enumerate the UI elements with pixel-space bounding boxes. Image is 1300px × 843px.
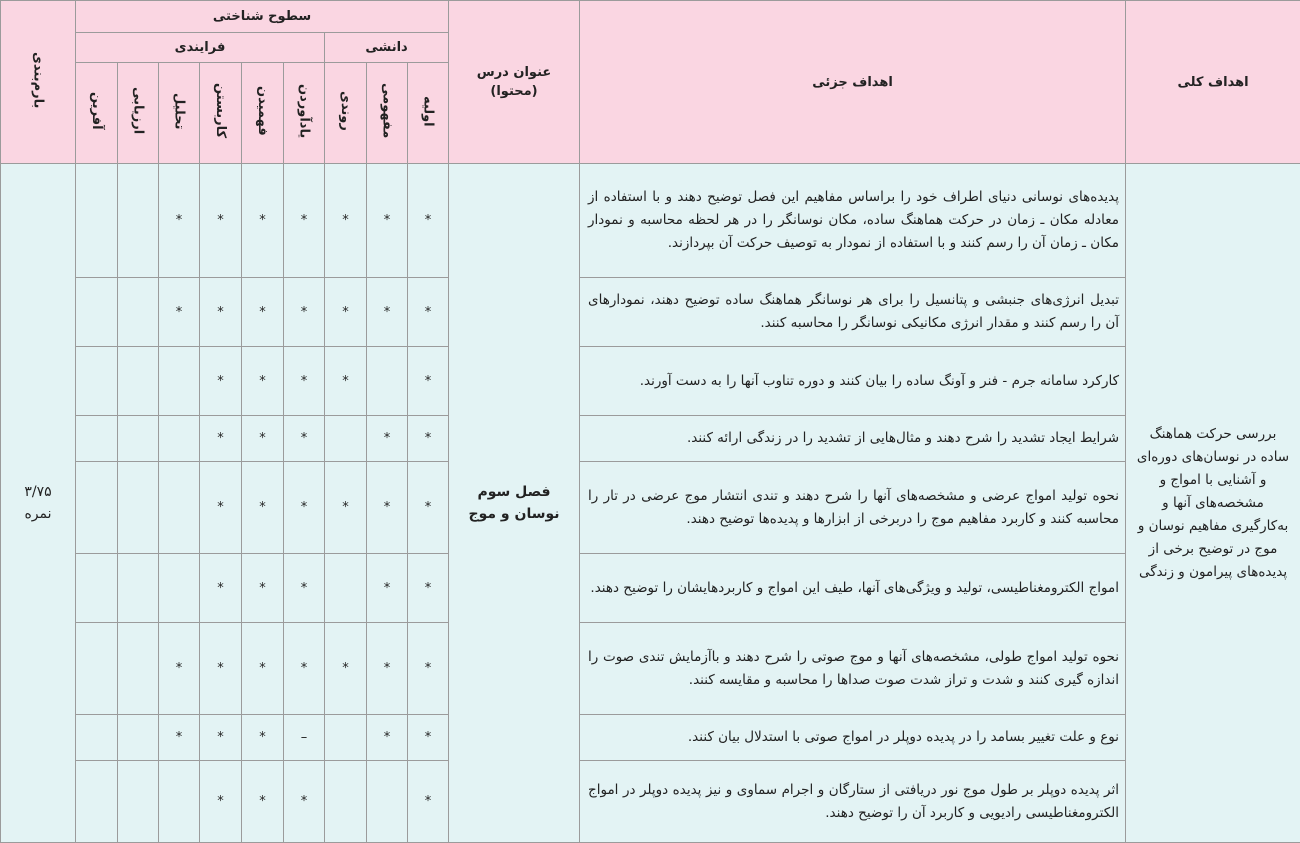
process-header: فرایندی [76,33,325,63]
score-value: ۳/۷۵ [1,481,75,503]
level-mafhoomi-mark [367,761,408,843]
table-row [1,554,1300,623]
level-afarin-mark [76,347,118,416]
score-cell [1,164,76,843]
partial-goal-cell: امواج الکترومغناطیسی، تولید و ویژگی‌های آنها، طیف این امواج و کاربردهایشان را توضیح دهند. [580,554,1126,623]
level-awalie-mark: * [408,623,449,715]
level-tahlil-mark [159,554,200,623]
level-afarin-mark [76,462,118,554]
level-karbastan-mark: * [200,347,242,416]
table-row [1,278,1300,347]
level-afarin-mark [76,278,118,347]
level-mafhoomi-mark: * [367,715,408,761]
level-fahmidan-mark: * [242,164,284,278]
level-tahlil-mark [159,761,200,843]
level-ravandi-mark: * [325,623,367,715]
level-tahlil-mark [159,416,200,462]
level-tahlil-mark: * [159,715,200,761]
lesson-title-header [449,1,580,164]
level-mafhoomi-mark: * [367,462,408,554]
level-tahlil-mark: * [159,164,200,278]
lesson-title-line2: نوسان و موج [449,503,579,525]
level-yadavardan-mark: * [284,554,325,623]
level-karbastan-header: کاربستن [200,63,242,164]
level-arzyabi-mark [118,416,159,462]
level-karbastan-mark: * [200,416,242,462]
level-awalie-mark: * [408,164,449,278]
lesson-title-header-line1: عنوان درس [449,65,579,80]
level-arzyabi-mark [118,554,159,623]
level-awalie-mark: * [408,462,449,554]
level-karbastan-mark: * [200,462,242,554]
cognitive-levels-header: سطوح شناختی [76,1,449,33]
level-awalie-mark: * [408,347,449,416]
level-arzyabi-mark [118,164,159,278]
score-unit: نمره [1,503,75,525]
partial-goal-cell: نوع و علت تغییر بسامد را در پدیده دوپلر در امواج صوتی با استدلال بیان کنند. [580,715,1126,761]
level-karbastan-mark: * [200,554,242,623]
level-awalie-mark: * [408,761,449,843]
level-tahlil-mark: * [159,623,200,715]
level-ravandi-mark: * [325,278,367,347]
level-fahmidan-mark: * [242,761,284,843]
level-yadavardan-header: یادآوردن [284,63,325,164]
level-mafhoomi-mark: * [367,554,408,623]
level-yadavardan-mark: * [284,416,325,462]
level-ravandi-mark [325,715,367,761]
level-ravandi-header: روندی [325,63,367,164]
lesson-title-header-line2: (محتوا) [449,84,579,99]
level-afarin-mark [76,164,118,278]
level-ravandi-mark: * [325,347,367,416]
knowledge-header: دانشی [325,33,449,63]
partial-goal-cell: شرایط ایجاد تشدید را شرح دهند و مثال‌هایی از تشدید را در زندگی ارائه کنند. [580,416,1126,462]
level-mafhoomi-mark: * [367,164,408,278]
level-yadavardan-mark: * [284,278,325,347]
level-arzyabi-mark [118,278,159,347]
partial-goal-cell: نحوه تولید امواج عرضی و مشخصه‌های آنها را شرح دهند و تندی انتشار موج عرضی در تار را محاسبه کنند و کاربرد مفاهیم موج را دربرخی از ابزارها و پدیده‌ها توضیح دهند. [580,462,1126,554]
level-mafhoomi-mark [367,347,408,416]
partial-goal-cell: تبدیل انرژی‌های جنبشی و پتانسیل را برای هر نوسانگر هماهنگ ساده توضیح دهند، نمودارهای آن را رسم کنند و مقدار انرژی مکانیکی نوسانگر را محاسبه کنند. [580,278,1126,347]
level-fahmidan-mark: * [242,347,284,416]
table-row [1,715,1300,761]
level-karbastan-mark: * [200,715,242,761]
table-row [1,623,1300,715]
level-afarin-mark [76,761,118,843]
level-mafhoomi-mark: * [367,623,408,715]
level-arzyabi-mark [118,347,159,416]
level-tahlil-mark [159,462,200,554]
level-awalie-mark: * [408,715,449,761]
level-arzyabi-mark [118,715,159,761]
table-row [1,164,1300,278]
level-arzyabi-mark [118,761,159,843]
level-arzyabi-mark [118,462,159,554]
level-ravandi-mark [325,554,367,623]
level-tahlil-header: تحلیل [159,63,200,164]
level-karbastan-mark: * [200,278,242,347]
general-goals-header: اهداف کلی [1126,1,1300,164]
level-yadavardan-mark: * [284,164,325,278]
level-ravandi-mark: * [325,462,367,554]
level-ravandi-mark [325,416,367,462]
partial-goal-cell: کارکرد سامانه جرم - فنر و آونگ ساده را بیان کنند و دوره تناوب آنها را به دست آورند. [580,347,1126,416]
partial-goal-cell: پدیده‌های نوسانی دنیای اطراف خود را براساس مفاهیم این فصل توضیح دهند و با استفاده از معادله مکان ـ زمان در حرکت هماهنگ ساده، مکان نوسانگر را در هر لحظه محاسبه و نمودار مکان ـ زمان آن را رسم کنند و با استفاده از نمودار به توصیف حرکت آن بپردازند. [580,164,1126,278]
level-fahmidan-mark: * [242,416,284,462]
partial-goal-cell: اثر پدیده دوپلر بر طول موج نور دریافتی از ستارگان و اجرام سماوی و نیز پدیده دوپلر در امواج الکترومغناطیسی رادیویی و کاربرد آن را توضیح دهند. [580,761,1126,843]
level-awalie-mark: * [408,416,449,462]
level-yadavardan-mark: * [284,623,325,715]
level-fahmidan-mark: * [242,462,284,554]
general-goal-cell: بررسی حرکت هماهنگ ساده در نوسان‌های دوره‌ای و آشنایی با امواج و مشخصه‌های آنها و به‌کارگیری مفاهیم نوسان و موج در توضیح برخی از پدیده‌های پیرامون و زندگی [1126,164,1300,843]
level-fahmidan-mark: * [242,623,284,715]
level-yadavardan-mark: * [284,761,325,843]
level-karbastan-mark: * [200,623,242,715]
level-afarin-mark [76,416,118,462]
level-fahmidan-header: فهمیدن [242,63,284,164]
level-mafhoomi-mark: * [367,416,408,462]
level-ravandi-mark: * [325,164,367,278]
goals-body [1,164,1300,843]
level-afarin-mark [76,715,118,761]
table-row [1,347,1300,416]
table-row [1,416,1300,462]
level-mafhoomi-header: مفهومی [367,63,408,164]
level-arzyabi-header: ارزیابی [118,63,159,164]
level-afarin-header: آفرین [76,63,118,164]
level-karbastan-mark: * [200,164,242,278]
level-awalie-header: اولیه [408,63,449,164]
level-fahmidan-mark: * [242,715,284,761]
level-mafhoomi-mark: * [367,278,408,347]
level-arzyabi-mark [118,623,159,715]
scoring-header: بارم‌بندی [1,1,76,164]
partial-goal-cell: نحوه تولید امواج طولی، مشخصه‌های آنها و موج صوتی را شرح دهند و باآزمایش تندی صوت را اندازه گیری کنند و شدت و تراز شدت صوت صداها را محاسبه و مقایسه کنند. [580,623,1126,715]
table-row [1,761,1300,843]
level-awalie-mark: * [408,554,449,623]
level-yadavardan-mark: – [284,715,325,761]
level-awalie-mark: * [408,278,449,347]
level-yadavardan-mark: * [284,462,325,554]
level-karbastan-mark: * [200,761,242,843]
level-yadavardan-mark: * [284,347,325,416]
level-afarin-mark [76,623,118,715]
level-tahlil-mark: * [159,278,200,347]
level-afarin-mark [76,554,118,623]
lesson-title-line1: فصل سوم [449,481,579,503]
level-fahmidan-mark: * [242,554,284,623]
partial-goals-header: اهداف جزئی [580,1,1126,164]
lesson-title-cell [449,164,580,843]
level-tahlil-mark [159,347,200,416]
table-row [1,462,1300,554]
level-ravandi-mark [325,761,367,843]
level-fahmidan-mark: * [242,278,284,347]
